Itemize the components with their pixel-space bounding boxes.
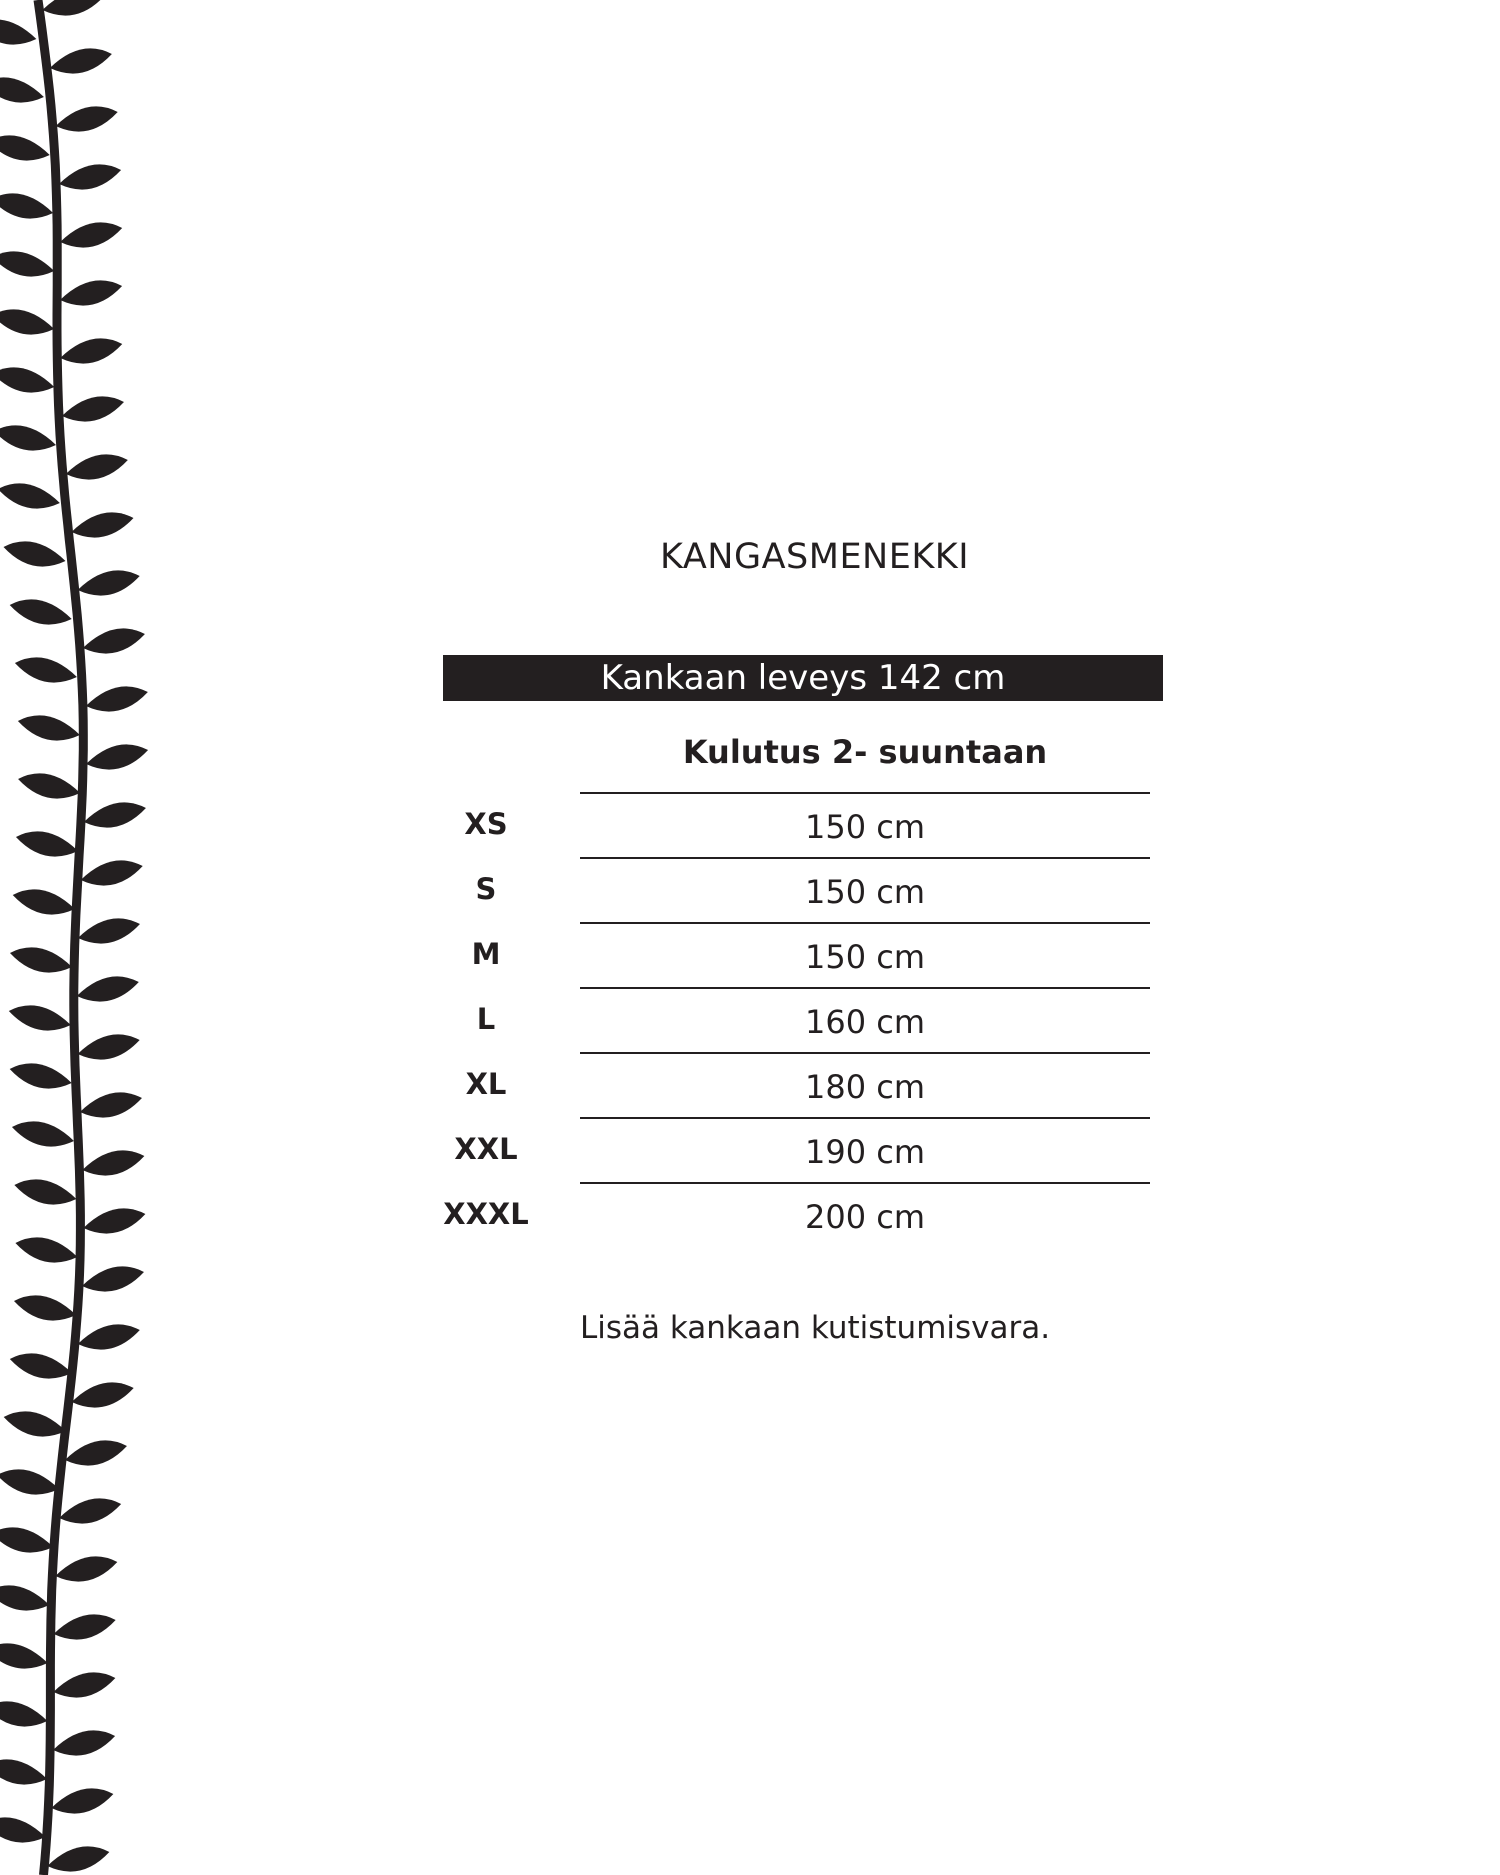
leaf-icon <box>14 1295 76 1320</box>
leaf-icon <box>54 1614 116 1639</box>
leaf-icon <box>82 1150 144 1175</box>
leaf-icon <box>0 19 36 44</box>
leaf-icon <box>0 367 54 392</box>
leaf-icon <box>0 1759 47 1784</box>
leaf-icon <box>0 1527 53 1552</box>
amount-value: 180 cm <box>580 1052 1150 1117</box>
leaf-vine-icon <box>0 0 180 1875</box>
leaf-icon <box>65 1440 127 1465</box>
amount-value: 200 cm <box>580 1182 1150 1247</box>
leaf-icon <box>10 1063 72 1088</box>
size-label: XL <box>465 1067 507 1101</box>
leaf-icon <box>10 947 72 972</box>
size-label: XXXL <box>443 1197 529 1231</box>
leaf-icon <box>78 918 140 943</box>
shrinkage-note: Lisää kankaan kutistumisvara. <box>580 1310 1051 1346</box>
leaf-icon <box>10 1353 72 1378</box>
page-title: KANGASMENEKKI <box>660 537 970 577</box>
leaf-icon <box>3 541 65 566</box>
leaf-icon <box>53 1730 115 1755</box>
leaf-icon <box>13 889 75 914</box>
fabric-consumption-table <box>443 792 1163 1247</box>
leaf-icon <box>14 1179 76 1204</box>
leaf-icon <box>62 396 124 421</box>
leaf-icon <box>60 338 122 363</box>
leaf-icon <box>83 1208 145 1233</box>
consumption-column-header: Kulutus 2- suuntaan <box>682 733 1048 771</box>
leaf-icon <box>18 773 80 798</box>
leaf-icon <box>51 1788 113 1813</box>
amount-value: 190 cm <box>580 1117 1150 1182</box>
leaf-icon <box>42 0 104 16</box>
amount-value: 150 cm <box>580 792 1150 857</box>
leaf-icon <box>81 860 143 885</box>
table-row <box>443 987 1163 1052</box>
leaf-icon <box>72 1382 134 1407</box>
amount-value: 150 cm <box>580 857 1150 922</box>
leaf-icon <box>50 48 112 73</box>
table-row <box>443 1117 1163 1182</box>
leaf-icon <box>15 657 77 682</box>
leaf-icon <box>59 1498 121 1523</box>
size-label: XXL <box>454 1132 518 1166</box>
leaf-icon <box>82 1266 144 1291</box>
size-label: L <box>476 1002 496 1036</box>
leaf-icon <box>4 1411 66 1436</box>
leaf-icon <box>0 1817 45 1842</box>
leaf-icon <box>0 483 60 508</box>
amount-value: 160 cm <box>580 987 1150 1052</box>
leaf-icon <box>84 802 146 827</box>
leaf-icon <box>66 454 128 479</box>
leaf-icon <box>80 1092 142 1117</box>
leaf-icon <box>78 1324 140 1349</box>
leaf-icon <box>12 1121 74 1146</box>
leaf-icon <box>16 831 78 856</box>
leaf-icon <box>60 222 122 247</box>
table-row <box>443 922 1163 987</box>
table-row <box>443 857 1163 922</box>
leaf-icon <box>59 164 121 189</box>
leaf-icon <box>0 77 44 102</box>
leaf-icon <box>77 976 139 1001</box>
leaf-icon <box>0 1585 49 1610</box>
leaf-icon <box>71 512 133 537</box>
leaf-icon <box>15 1237 77 1262</box>
leaf-icon <box>0 1643 48 1668</box>
leaf-icon <box>9 1005 71 1030</box>
table-row <box>443 792 1163 857</box>
size-label: XS <box>464 807 508 841</box>
leaf-icon <box>0 251 54 276</box>
amount-value: 150 cm <box>580 922 1150 987</box>
leaf-icon <box>10 599 72 624</box>
table-row <box>443 1182 1163 1247</box>
size-label: M <box>471 937 501 971</box>
vine-stem <box>38 0 83 1875</box>
leaf-icon <box>0 1469 59 1494</box>
table-row <box>443 1052 1163 1117</box>
leaf-icon <box>18 715 80 740</box>
leaf-icon <box>78 570 140 595</box>
leaf-icon <box>86 744 148 769</box>
leaf-icon <box>78 1034 140 1059</box>
leaf-icon <box>53 1672 115 1697</box>
leaf-icon <box>47 1846 109 1871</box>
leaf-icon <box>56 106 118 131</box>
leaf-icon <box>0 1701 47 1726</box>
fabric-width-header: Kankaan leveys 142 cm <box>443 655 1163 701</box>
leaf-icon <box>0 135 50 160</box>
size-label: S <box>475 872 497 906</box>
leaf-icon <box>83 628 145 653</box>
leaf-icon <box>55 1556 117 1581</box>
leaf-icon <box>0 425 56 450</box>
leaf-icon <box>86 686 148 711</box>
leaf-icon <box>0 309 54 334</box>
leaf-icon <box>60 280 122 305</box>
leaf-icon <box>0 193 53 218</box>
